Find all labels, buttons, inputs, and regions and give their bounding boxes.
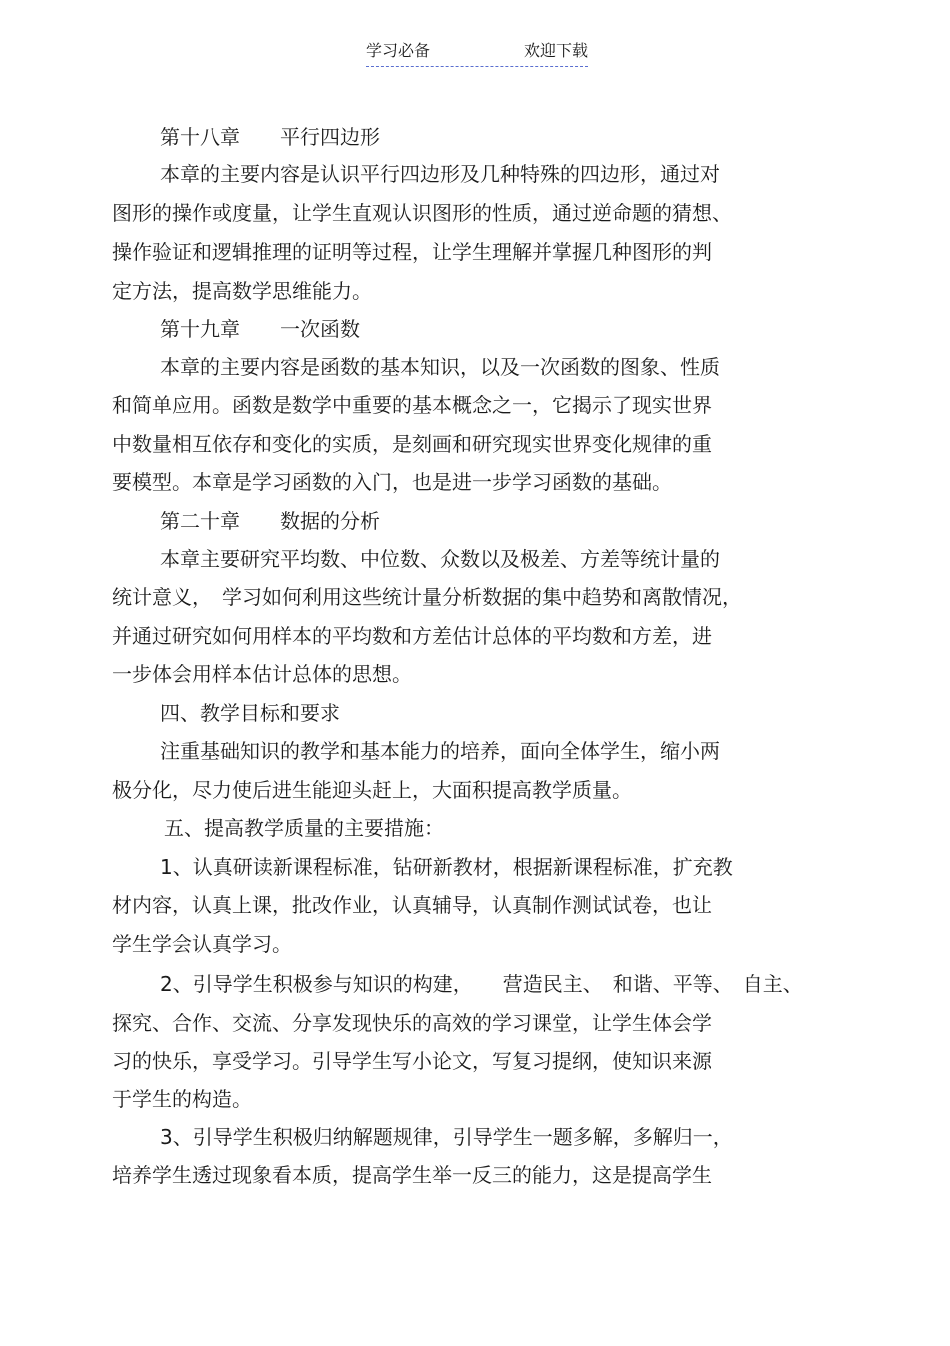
section-4-heading: 四、教学目标和要求 — [160, 701, 340, 725]
header-right-text: 欢迎下载 — [523, 41, 588, 60]
header-left-text: 学习必备 — [366, 41, 431, 60]
paragraph-line: 图形的操作或度量，让学生直观认识图形的性质，通过逆命题的猜想、 — [112, 201, 732, 225]
list-item-1-line: 1、认真研读新课程标准，钻研新教材，根据新课程标准，扩充教 — [160, 855, 733, 879]
list-item-1-line: 材内容，认真上课，批改作业，认真辅导，认真制作测试试卷，也让 — [112, 893, 712, 917]
paragraph-line: 并通过研究如何用样本的平均数和方差估计总体的平均数和方差，进 — [112, 624, 712, 648]
section-5-heading: 五、提高教学质量的主要措施： — [164, 816, 444, 840]
paragraph-line: 极分化，尽力使后进生能迎头赶上，大面积提高教学质量。 — [112, 778, 632, 802]
chapter-20-heading: 第二十章 数据的分析 — [160, 509, 380, 533]
chapter-19-heading: 第十九章 一次函数 — [160, 317, 360, 341]
list-item-3-line: 3、引导学生积极归纳解题规律，引导学生一题多解，多解归一， — [160, 1125, 733, 1149]
page-header — [366, 40, 588, 67]
paragraph-line: 本章的主要内容是函数的基本知识，以及一次函数的图象、性质 — [160, 355, 720, 379]
paragraph-line: 本章主要研究平均数、中位数、众数以及极差、方差等统计量的 — [160, 547, 720, 571]
paragraph-line: 一步体会用样本估计总体的思想。 — [112, 662, 412, 686]
list-item-2-line: 2、引导学生积极参与知识的构建， 营造民主、 和谐、平等、 自主、 — [160, 972, 803, 996]
paragraph-line: 和简单应用。函数是数学中重要的基本概念之一，它揭示了现实世界 — [112, 393, 712, 417]
paragraph-line: 统计意义， 学习如何利用这些统计量分析数据的集中趋势和离散情况， — [112, 585, 742, 609]
list-item-2-line: 于学生的构造。 — [112, 1087, 252, 1111]
paragraph-line: 操作验证和逻辑推理的证明等过程，让学生理解并掌握几种图形的判 — [112, 240, 712, 264]
list-item-3-line: 培养学生透过现象看本质，提高学生举一反三的能力，这是提高学生 — [112, 1163, 712, 1187]
list-item-1-line: 学生学会认真学习。 — [112, 932, 292, 956]
list-item-2-line: 探究、合作、交流、分享发现快乐的高效的学习课堂，让学生体会学 — [112, 1011, 712, 1035]
paragraph-line: 注重基础知识的教学和基本能力的培养，面向全体学生，缩小两 — [160, 739, 720, 763]
paragraph-line: 要模型。本章是学习函数的入门，也是进一步学习函数的基础。 — [112, 470, 672, 494]
chapter-18-heading: 第十八章 平行四边形 — [160, 125, 380, 149]
paragraph-line: 中数量相互依存和变化的实质，是刻画和研究现实世界变化规律的重 — [112, 432, 712, 456]
list-item-2-line: 习的快乐，享受学习。引导学生写小论文，写复习提纲，使知识来源 — [112, 1049, 712, 1073]
paragraph-line: 本章的主要内容是认识平行四边形及几种特殊的四边形，通过对 — [160, 162, 720, 186]
paragraph-line: 定方法，提高数学思维能力。 — [112, 279, 372, 303]
